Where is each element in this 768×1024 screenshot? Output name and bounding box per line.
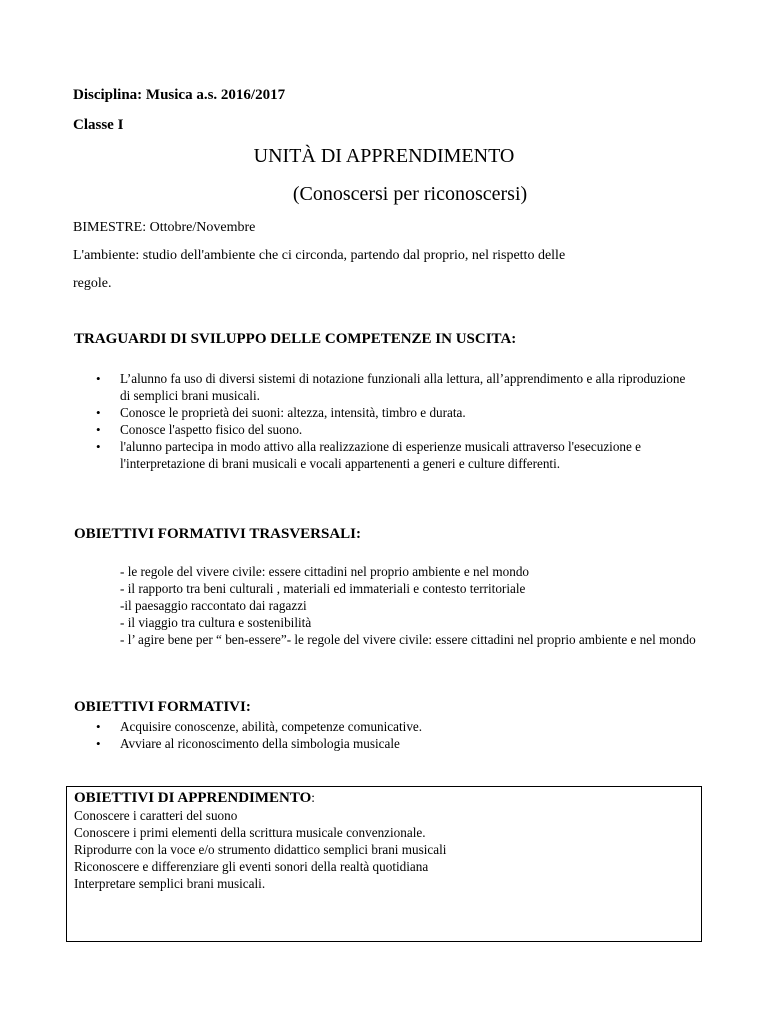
- trasversali-list: [120, 563, 696, 648]
- apprendimento-heading-line: [74, 790, 315, 807]
- list-item: Conoscere i primi elementi della scrittura musicale convenzionale.: [74, 825, 426, 840]
- formativi-list: [120, 718, 690, 752]
- list-item: • Acquisire conoscenze, abilità, competenze comunicative.: [120, 718, 690, 735]
- list-item: - il viaggio tra cultura e sostenibilità: [120, 615, 312, 630]
- page-subtitle: (Conoscersi per riconoscersi): [292, 183, 528, 205]
- disciplina-line: Disciplina: Musica a.s. 2016/2017: [73, 87, 286, 103]
- list-item: - l’ agire bene per “ ben-essere”- le regole del vivere civile: essere cittadini nel proprio ambiente e nel mondo: [120, 632, 696, 647]
- list-item: • Conosce l'aspetto fisico del suono.: [120, 421, 690, 438]
- traguardi-heading: TRAGUARDI DI SVILUPPO DELLE COMPETENZE IN USCITA:: [74, 331, 517, 347]
- ambiente-line-1: L'ambiente: studio dell'ambiente che ci circonda, partendo dal proprio, nel rispetto delle: [73, 248, 566, 263]
- list-item: • l'alunno partecipa in modo attivo alla realizzazione di esperienze musicali attraverso l'esecuzione e l'interpretazione di brani musicali e vocali appartenenti a generi e culture differenti.: [120, 438, 690, 472]
- list-item: -il paesaggio raccontato dai ragazzi: [120, 598, 307, 613]
- list-item: • Avviare al riconoscimento della simbologia musicale: [120, 735, 690, 752]
- list-item: • L’alunno fa uso di diversi sistemi di notazione funzionali alla lettura, all’apprendimento e alla riproduzione di semplici brani musicali.: [120, 370, 690, 404]
- list-item: • Conosce le proprietà dei suoni: altezza, intensità, timbro e durata.: [120, 404, 690, 421]
- apprendimento-heading-colon: :: [311, 790, 315, 805]
- trasversali-heading: OBIETTIVI FORMATIVI TRASVERSALI:: [74, 526, 362, 542]
- ambiente-line-2: regole.: [73, 276, 112, 291]
- apprendimento-heading: OBIETTIVI DI APPRENDIMENTO: [74, 790, 312, 806]
- apprendimento-box: [66, 786, 702, 942]
- list-item: Riconoscere e differenziare gli eventi sonori della realtà quotidiana: [74, 859, 429, 874]
- list-item: Interpretare semplici brani musicali.: [74, 876, 266, 891]
- formativi-heading: OBIETTIVI FORMATIVI:: [74, 699, 251, 715]
- list-item: Riprodurre con la voce e/o strumento didattico semplici brani musicali: [74, 842, 447, 857]
- traguardi-list: [120, 370, 690, 472]
- list-item: - le regole del vivere civile: essere cittadini nel proprio ambiente e nel mondo: [120, 564, 530, 579]
- classe-line: Classe I: [73, 117, 124, 133]
- list-item: Conoscere i caratteri del suono: [74, 808, 238, 823]
- page-title: UNITÀ DI APPRENDIMENTO: [253, 145, 515, 167]
- list-item: - il rapporto tra beni culturali , materiali ed immateriali e contesto territoriale: [120, 581, 526, 596]
- bimestre-line: BIMESTRE: Ottobre/Novembre: [73, 220, 256, 235]
